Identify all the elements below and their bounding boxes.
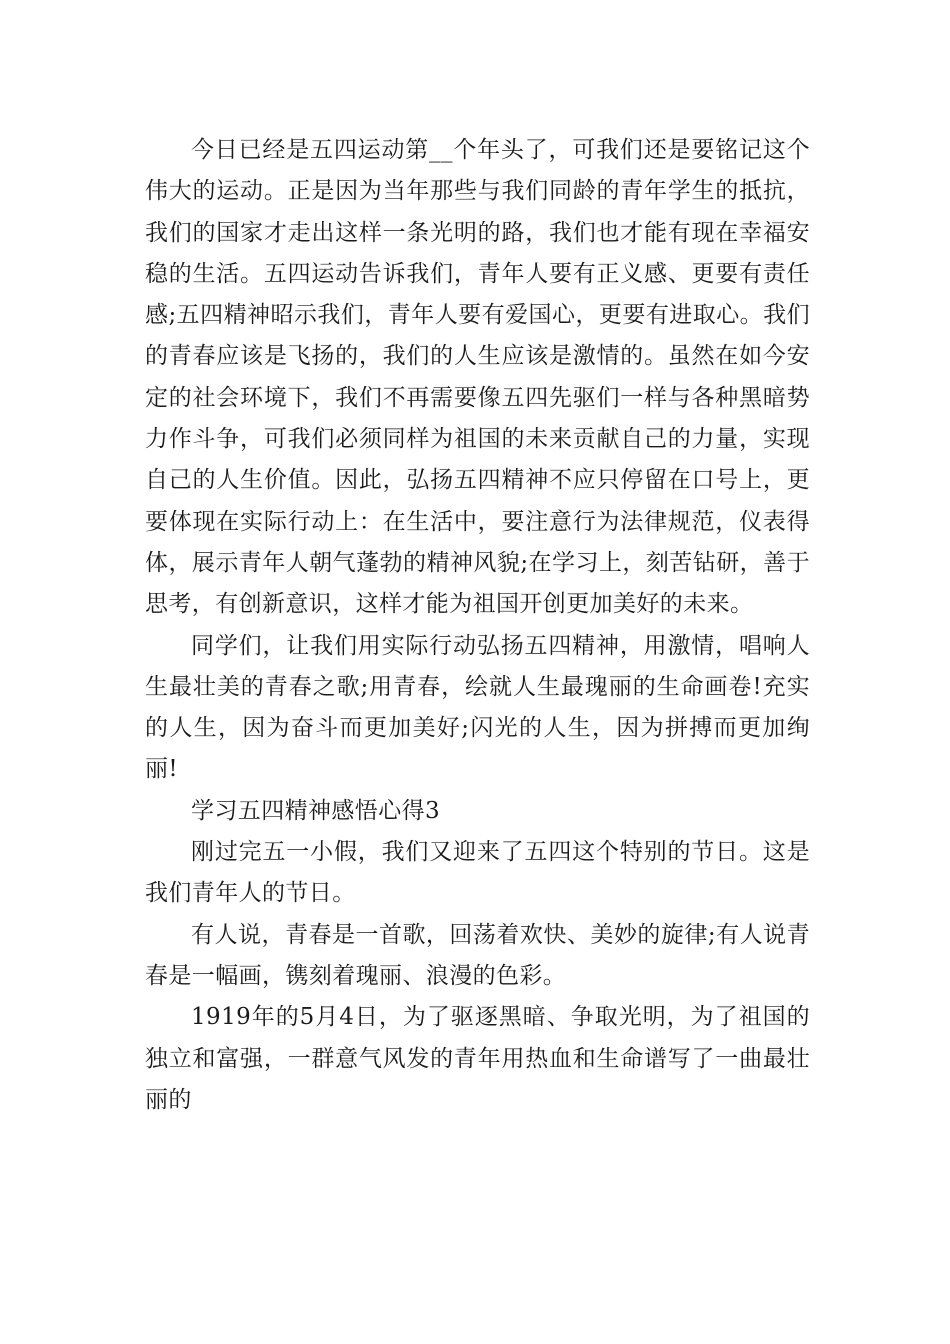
paragraph-4: 有人说，青春是一首歌，回荡着欢快、美妙的旋律;有人说青春是一幅画，镌刻着瑰丽、浪漫的色彩。 [145, 921, 810, 989]
paragraph-1: 今日已经是五四运动第__个年头了，可我们还是要铭记这个伟大的运动。正是因为当年那些与我们同龄的青年学生的抵抗，我们的国家才走出这样一条光明的路，我们也才能有现在幸福安稳的生活。五四运动告诉我们，青年人要有正义感、更要有责任感;五四精神昭示我们，青年人要有爱国心，更要有进取心。我们的青春应该是飞扬的，我们的人生应该是激情的。虽然在如今安定的社会环境下，我们不再需要像五四先驱们一样与各种黑暗势力作斗争，可我们必须同样为祖国的未来贡献自己的力量，实现自己的人生价值。因此，弘扬五四精神不应只停留在口号上，更要体现在实际行动上：在生活中，要注意行为法律规范，仪表得体，展示青年人朝气蓬勃的精神风貌;在学习上，刻苦钻研，善于思考，有创新意识，这样才能为祖国开创更加美好的未来。 [145, 137, 810, 618]
paragraph-2: 同学们，让我们用实际行动弘扬五四精神，用激情，唱响人生最壮美的青春之歌;用青春，绘就人生最瑰丽的生命画卷!充实的人生，因为奋斗而更加美好;闪光的人生，因为拼搏而更加绚丽! [145, 632, 810, 783]
paragraph-3: 刚过完五一小假，我们又迎来了五四这个特别的节日。这是我们青年人的节日。 [145, 839, 810, 907]
document-body [145, 130, 810, 1121]
paragraph-5: 1919年的5月4日，为了驱逐黑暗、争取光明，为了祖国的独立和富强，一群意气风发的青年用热血和生命谱写了一曲最壮丽的 [145, 1004, 810, 1113]
section-heading: 学习五四精神感悟心得3 [191, 797, 441, 824]
